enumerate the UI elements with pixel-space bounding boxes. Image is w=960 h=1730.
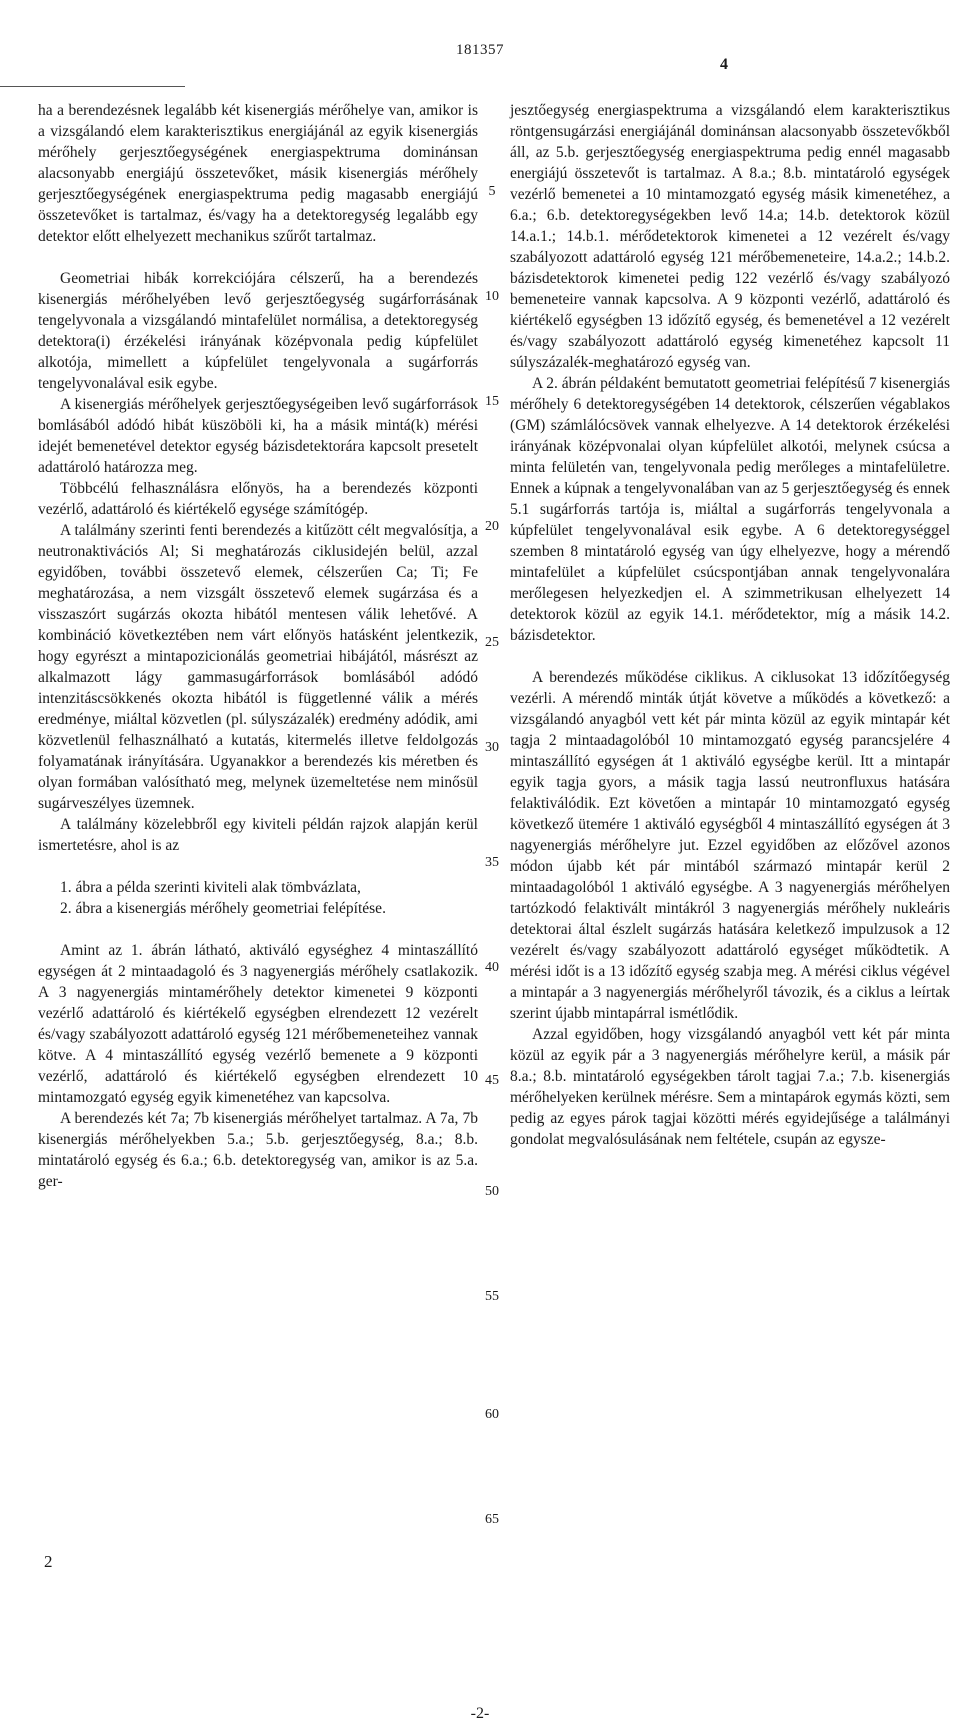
footer-page-indicator: -2-: [470, 1705, 490, 1722]
line-number: 50: [485, 1184, 499, 1199]
paragraph: A 2. ábrán példaként bemutatott geometriai felépítésű 7 kisenergiás mérőhely 6 detektoregységében 14 detektorok, célszerűen végablakos (GM) számlálócsövek vannak elhelyezve. A 14 detektorok érzékelési irányának középvonalai olyan kúpfelület alkotói, melynek csúcsa a minta felületén van, tengelyvonala pedig merőleges a mintafelületre. Ennek a kúpnak a tengelyvonalában van az 5 gerjesztőegység és ennek 5.1 sugárforrás tartója is, miáltal a sugárforrás tengelyvonala a kúpfelület tengelyvonalával esik egybe. A 6 detektoregységgel szemben 8 mintatároló egység van úgy elhelyezve, hogy a mérendő mintafelület a kúpfelület csúcspontjában annak tengelyvonalára merőlegesen helyezkedjen el. A szimmetrikusan elhelyezett 14 detektorok közül az egyik 14.1. mérődetektor, míg a másik 14.2. bázisdetektor.: [510, 375, 950, 644]
line-number: 10: [485, 289, 499, 304]
footer-page-marker: 2: [44, 1552, 53, 1571]
header-rule: [0, 86, 185, 87]
line-number: 55: [485, 1289, 499, 1304]
right-column-number: 4: [720, 56, 728, 73]
paragraph: A kisenergiás mérőhelyek gerjesztőegységeiben levő sugárforrások bomlásából adódó hibát küszöböli ki, ha a másik mintá(k) mérési idejét bemenetével detektor egység bázisdetektorára kapcsolt presetelt adattároló határozza meg.: [38, 396, 478, 476]
paragraph: A berendezés működése ciklikus. A ciklusokat 13 időzítőegység vezérli. A mérendő minták útját követve a működés a következő: a vizsgálandó anyagból vett két pár minta közül az egyik mintapár két tagja 2 mintaadagolóból 10 mintamozgató egység parancsjelére 4 mintaszállító egységen át 1 aktiváló egységbe kerül. Itt a mintapár egyik tagja gyors, a másik tagja lassú neutronfluxus hatására felaktiválódik. Ezt követően a mintapár 10 mintamozgató egység következő ütemére 1 aktiváló egységből 4 mintaszállító egységen át 3 nagyenergiás mérőhelyre jut. Ezzel egyidőben az előzővel azonos módon újabb két pár mintából származó mintapár kerül 2 mintaadagolóból 1 aktiváló egységbe. A 3 nagyenergiás mérőhelyen tartózkodó felaktivált mintákról 3 nagyenergiás mérőhely nukleáris detektorai által észlelt sugárzás hatására keletkező impulzusok a 12 vezérelt és/vagy szabályozott adattároló egységet működtetik. A mérési időt is a 13 időzítő egység szabja meg. A mérési ciklus végével a mintapár a 3 nagyenergiás mérőhelyről távozik, és a ciklus a leírtak szerint újabb mintapárral ismétlődik.: [510, 669, 950, 1022]
paragraph: Többcélú felhasználásra előnyös, ha a berendezés központi vezérlő, adattároló és kiértékelő egysége számítógép.: [38, 480, 478, 518]
line-number: 15: [485, 394, 499, 409]
page-number: 181357: [456, 42, 504, 58]
paragraph: A berendezés két 7a; 7b kisenergiás mérőhelyet tartalmaz. A 7a, 7b kisenergiás mérőhelyekben 5.a.; 5.b. gerjesztőegység, 8.a.; 8.b. mintatároló egység és 6.a.; 6.b. detektoregység van, amikor is az 5.a. ger-: [38, 1110, 478, 1190]
line-number: 40: [485, 960, 499, 975]
right-column: [510, 100, 950, 1150]
line-number: 35: [485, 855, 499, 870]
paragraph: Geometriai hibák korrekciójára célszerű, ha a berendezés kisenergiás mérőhelyében levő gerjesztőegység sugárforrásának tengelyvonala a vizsgálandó mintafelület normálisa, a detektoregység detektora(i) érzékelési irányának középvonala pedig kúpfelület alkotója, mimellett a kúpfelület tengelyvonala a sugárforrás tengelyvonalával esik egybe.: [38, 270, 478, 392]
line-number: 30: [485, 740, 499, 755]
paragraph: Azzal egyidőben, hogy vizsgálandó anyagból vett két pár minta közül az egyik pár a 3 nagyenergiás mérőhelyre kerül, a másik pár 8.a.; 8.b. mintatároló egységekben tárolt tagjai 7.a.; 7.b. kisenergiás mérőhelyeken kerülnek mérésre. Sem a mintapárok egymás közti, sem pedig az egyes párok tagjai közötti mérés egyidejűsége a találmányi gondolat megvalósulásának nem feltétele, csupán az egysze-: [510, 1026, 950, 1148]
line-number: 25: [485, 635, 499, 650]
line-number: 5: [488, 184, 496, 199]
line-number: 65: [485, 1512, 499, 1527]
left-column: [38, 100, 478, 1192]
paragraph: jesztőegység energiaspektruma a vizsgálandó elem karakterisztikus röntgensugárzási energiájánál dominánsan alacsonyabb összetevőkből áll, az 5.b. gerjesztőegység energiaspektruma pedig ennél magasabb energiájú összetevőt is tartalmaz. A 8.a.; 8.b. mintatároló egységek vezérlő bemenetei a 10 mintamozgató egység másik kimenetéhez, a 6.a.; 6.b. detektoregységekben levő 14.a; 14.b. detektorok közül 14.a.1.; 14.b.1. mérődetektorok kimenetei a 12 vezérelt és/vagy szabályozott adattároló egység 121 mérőbemeneteire, 14.a.2.; 14.b.2. bázisdetektorok kimenetei pedig 122 vezérlő és/vagy szabályozó bemeneteire vannak kapcsolva. A 9 központi vezérlő, adattároló és kiértékelő egységben 13 időzítő egység, és bemenetével a 12 vezérelt és/vagy szabályozott adattároló egység kimenetéhez kapcsolt 11 súlyszázalék-meghatározó egység van.: [510, 102, 950, 371]
line-number: 45: [485, 1073, 499, 1088]
line-number: 60: [485, 1407, 499, 1422]
figure-list-item: 1. ábra a példa szerinti kiviteli alak tömbvázlata,: [60, 879, 361, 896]
paragraph: Amint az 1. ábrán látható, aktiváló egységhez 4 mintaszállító egységen át 2 mintaadagoló és 3 nagyenergiás mérőhely csatlakozik. A 3 nagyenergiás mintamérőhely detektor kimenetei 9 központi vezérlő adattároló és kiértékelő egységben elrendezett 12 vezérelt és/vagy szabályozott adattároló egység 121 mérőbemeneteihez vannak kötve. A 4 mintaszállító egység vezérlő bemenete a 9 központi vezérlő, adattároló és kiértékelő egységben elrendezett 10 mintamozgató egység egyik kimenetéhez van kapcsolva.: [38, 942, 478, 1106]
line-number: 20: [485, 519, 499, 534]
paragraph: ha a berendezésnek legalább két kisenergiás mérőhelye van, amikor is a vizsgálandó elem karakterisztikus energiájánál az egyik kisenergiás mérőhely gerjesztőegységének energiaspektruma dominánsan alacsonyabb energiájú összetevőket, másik kisenergiás mérőhely gerjesztőegységének energiaspektruma pedig magasabb energiájú összetevőket is tartalmaz, és/vagy ha a detektoregység legalább egy detektor előtt elhelyezett mechanikus szűrőt tartalmaz.: [38, 102, 478, 245]
paragraph: A találmány szerinti fenti berendezés a kitűzött célt megvalósítja, a neutronaktivációs Al; Si meghatározás ciklusidején belül, azzal egyidőben, további összetevő elemek, célszerűen Ca; Ti; Fe meghatározása, a nem vizsgált összetevő elemek sugárzása és a visszaszórt sugárzás okozta hibától mentesen válik lehetővé. A kombináció következtében nem várt előnyös hatásként jelentkezik, hogy egyrészt a mintapozicionálás geometriai hibájától, másrészt az alkalmazott lágy gammasugárforrások bomlásából adódó intenzitáscsökkenés okozta hibától is függetlenné válik a mérés eredménye, miáltal közvetlen (pl. súlyszázalék) eredmény adódik, ami közvetlenül felhasználható a kutatás, kitermelés illetve feldolgozás folyamatának irányítására. Ugyanakkor a berendezés kis méretben és olyan formában valósítható meg, melynek üzemeltetése nem minősül sugárveszélyes üzemnek.: [38, 522, 478, 812]
paragraph: A találmány közelebbről egy kiviteli példán rajzok alapján kerül ismertetésre, ahol is az: [38, 816, 478, 854]
figure-list-item: 2. ábra a kisenergiás mérőhely geometriai felépítése.: [60, 900, 386, 917]
